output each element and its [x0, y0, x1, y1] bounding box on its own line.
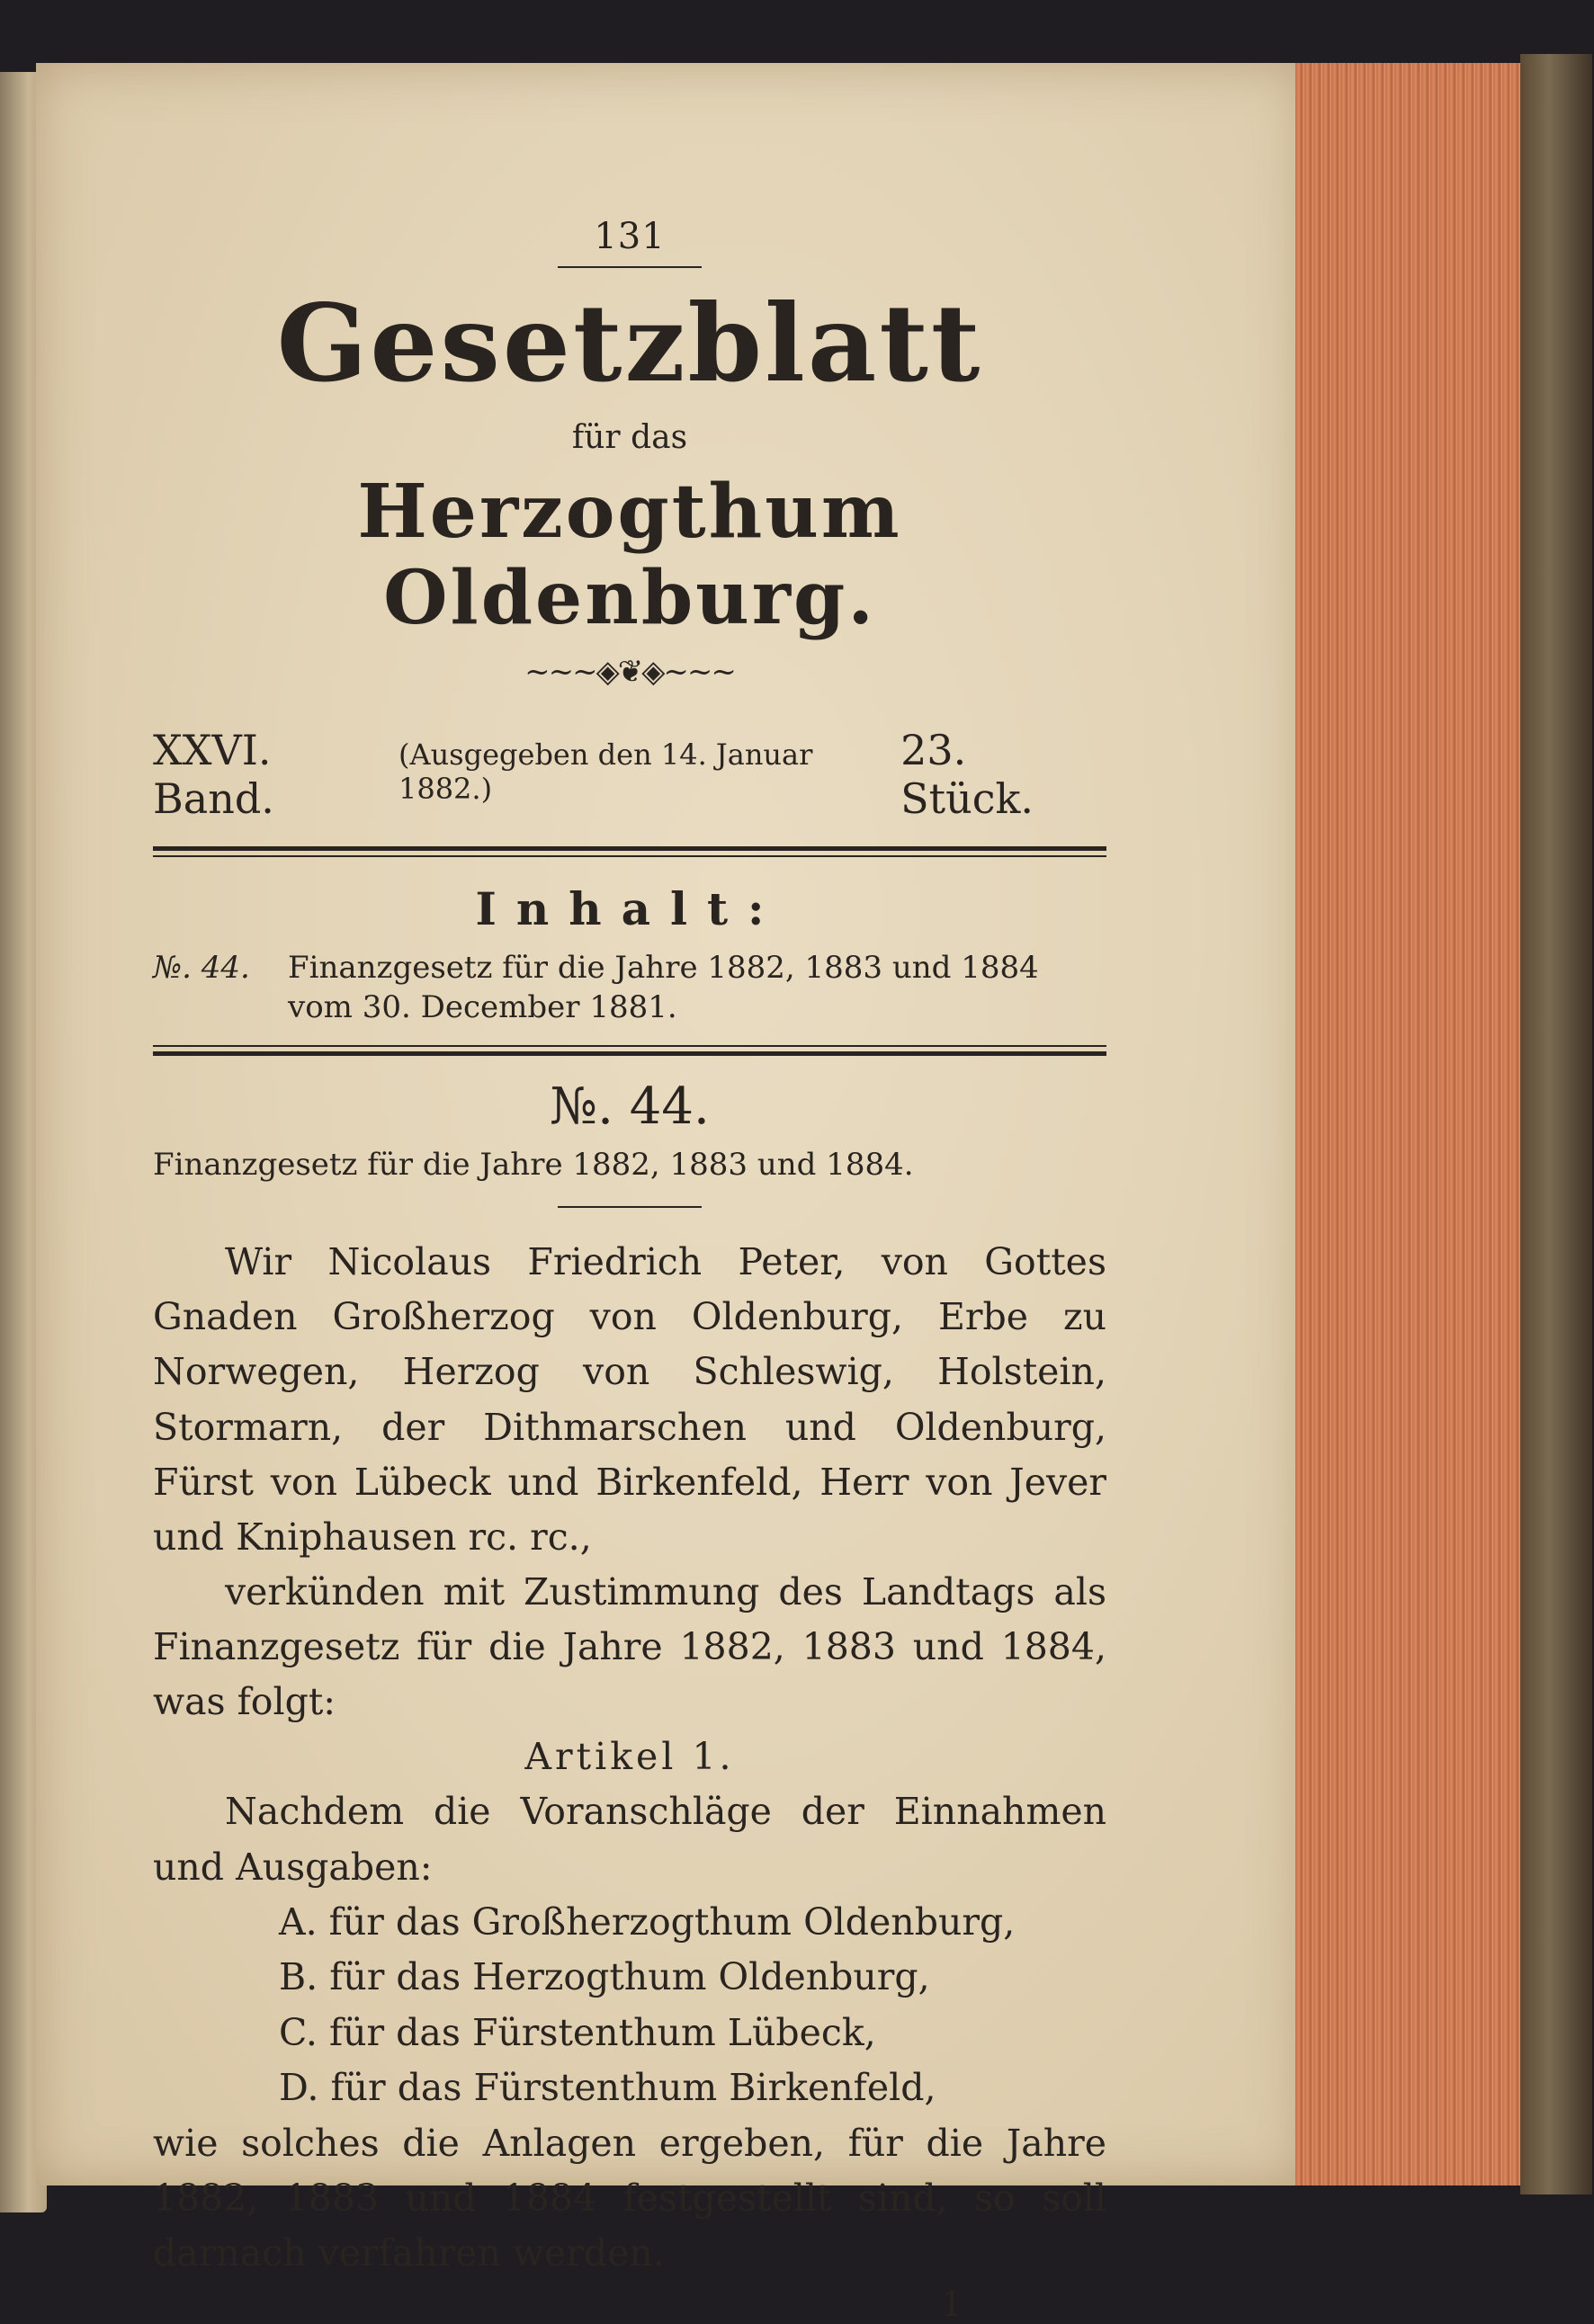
law-title-rule — [558, 1206, 702, 1208]
contents-entry-number: №. 44. — [153, 949, 250, 986]
article-intro: Nachdem die Voranschläge der Einnahmen und Ausgaben: — [153, 1790, 1106, 1889]
publication-territory: Herzogthum Oldenburg. — [357, 468, 902, 641]
list-item: C. für das Fürstenthum Lübeck, — [279, 2010, 876, 2054]
law-body — [153, 1235, 1106, 1730]
closing-paragraph: wie solches die Anlagen ergeben, für die Jahre 1882, 1883 und 1884 festgestellt sind, so soll darnach verfahren werden. — [153, 2121, 1106, 2275]
issue-date: (Ausgegeben den 14. Januar 1882.) — [398, 737, 813, 806]
closing-block — [153, 2116, 1106, 2281]
preamble-paragraph: Wir Nicolaus Friedrich Peter, von Gottes Gnaden Großherzog von Oldenburg, Erbe zu Norwegen, Herzog von Schleswig, Holstein, Stormarn, der Dithmarschen und Oldenburg, Fürst von Lübeck und Birkenfeld, Herr von Jever und Kniphausen rc. rc., — [153, 1240, 1106, 1559]
page-number: 131 — [594, 216, 666, 257]
list-item: D. für das Fürstenthum Birkenfeld, — [279, 2066, 936, 2110]
ornament-divider: ~~~◈❦◈~~~ — [524, 653, 735, 690]
issue-line — [153, 726, 1106, 823]
issue-band: XXVI. Band. — [153, 725, 274, 823]
page-content — [153, 216, 1106, 2324]
law-number: №. 44. — [550, 1077, 710, 1137]
contents-heading: Inhalt: — [475, 881, 784, 935]
header-rule — [558, 266, 702, 268]
article-intro-block — [153, 1784, 1106, 1894]
article-heading: Artikel 1. — [524, 1734, 735, 1778]
book-page-edges — [1295, 63, 1529, 2185]
list-item: B. für das Herzogthum Oldenburg, — [279, 1955, 930, 1999]
contents-entry-text: Finanzgesetz für die Jahre 1882, 1883 und 1884 vom 30. December 1881. — [288, 949, 1039, 1026]
double-rule-bottom — [153, 1045, 1106, 1056]
contents-entry — [153, 948, 1106, 1027]
double-rule-top — [153, 846, 1106, 857]
enactment-paragraph: verkünden mit Zustimmung des Landtags als Finanzgesetz für die Jahre 1882, 1883 und 1884, was folgt: — [153, 1569, 1106, 1723]
publication-subtitle-small: für das — [571, 418, 688, 456]
list-item: A. für das Großherzogthum Oldenburg, — [279, 1899, 1016, 1944]
law-title: Finanzgesetz für die Jahre 1882, 1883 und 1884. — [153, 1147, 914, 1184]
publication-title: Gesetzblatt — [276, 281, 983, 406]
signature-mark: 1 — [940, 2284, 963, 2324]
book-cover-edge — [1520, 54, 1592, 2194]
issue-stueck: 23. Stück. — [900, 725, 1034, 823]
